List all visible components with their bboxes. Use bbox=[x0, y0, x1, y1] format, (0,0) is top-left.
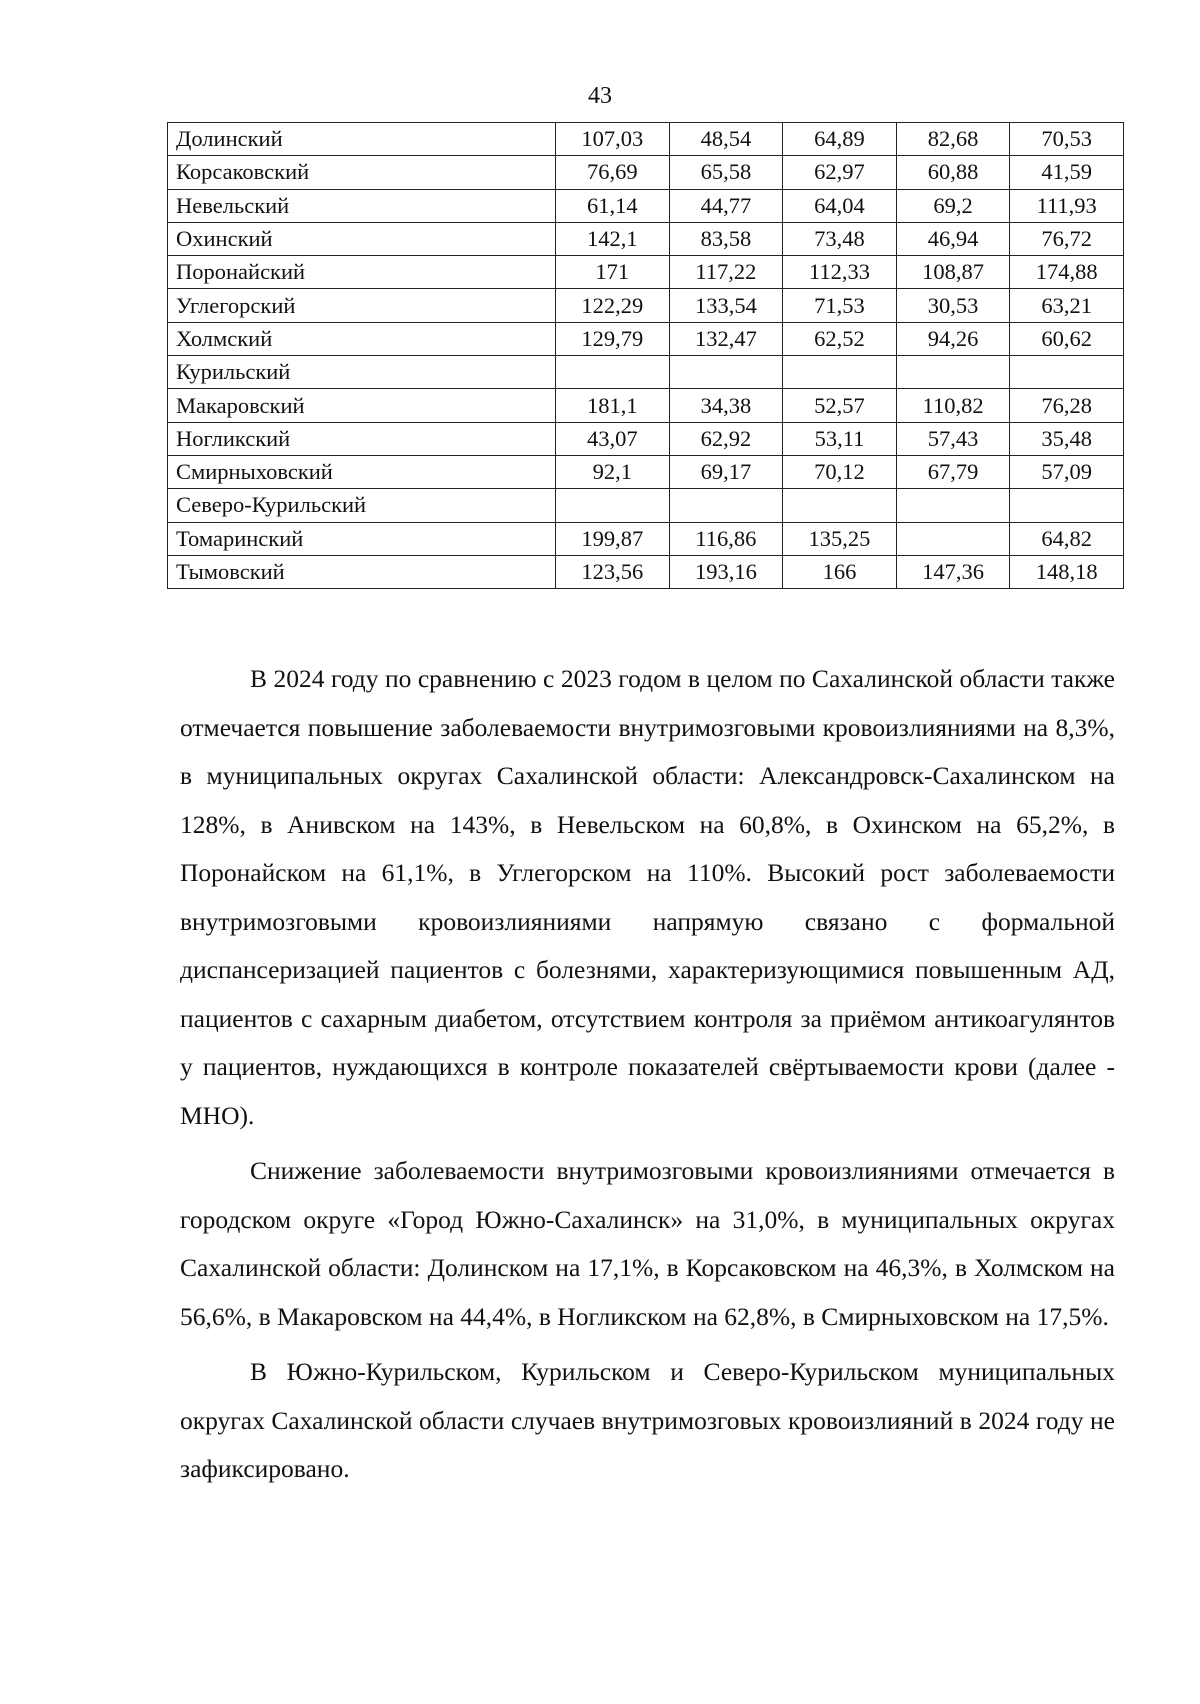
value-cell: 76,28 bbox=[1010, 389, 1124, 422]
value-cell: 62,52 bbox=[783, 322, 897, 355]
district-name-cell: Курильский bbox=[168, 356, 556, 389]
value-cell bbox=[669, 489, 783, 522]
value-cell: 30,53 bbox=[896, 289, 1010, 322]
table-row bbox=[168, 222, 1124, 255]
district-name-cell: Поронайский bbox=[168, 256, 556, 289]
district-name-cell: Макаровский bbox=[168, 389, 556, 422]
value-cell: 82,68 bbox=[896, 123, 1010, 156]
value-cell: 166 bbox=[783, 555, 897, 588]
value-cell: 63,21 bbox=[1010, 289, 1124, 322]
incidence-table bbox=[167, 122, 1124, 589]
district-name-cell: Долинский bbox=[168, 123, 556, 156]
value-cell: 174,88 bbox=[1010, 256, 1124, 289]
district-name-cell: Тымовский bbox=[168, 555, 556, 588]
value-cell bbox=[783, 356, 897, 389]
value-cell: 70,12 bbox=[783, 455, 897, 488]
value-cell: 64,04 bbox=[783, 189, 897, 222]
table-row bbox=[168, 356, 1124, 389]
value-cell bbox=[896, 522, 1010, 555]
table-row bbox=[168, 322, 1124, 355]
value-cell: 44,77 bbox=[669, 189, 783, 222]
value-cell: 142,1 bbox=[556, 222, 670, 255]
district-name-cell: Охинский bbox=[168, 222, 556, 255]
value-cell bbox=[896, 489, 1010, 522]
value-cell: 193,16 bbox=[669, 555, 783, 588]
table-row bbox=[168, 289, 1124, 322]
page-number: 43 bbox=[588, 83, 612, 109]
value-cell: 76,72 bbox=[1010, 222, 1124, 255]
value-cell: 107,03 bbox=[556, 123, 670, 156]
district-name-cell: Ногликский bbox=[168, 422, 556, 455]
value-cell: 147,36 bbox=[896, 555, 1010, 588]
table-row bbox=[168, 256, 1124, 289]
value-cell bbox=[783, 489, 897, 522]
value-cell bbox=[669, 356, 783, 389]
table-body bbox=[168, 123, 1124, 589]
district-name-cell: Углегорский bbox=[168, 289, 556, 322]
value-cell: 64,89 bbox=[783, 123, 897, 156]
value-cell bbox=[1010, 489, 1124, 522]
value-cell: 132,47 bbox=[669, 322, 783, 355]
value-cell: 64,82 bbox=[1010, 522, 1124, 555]
district-name-cell: Томаринский bbox=[168, 522, 556, 555]
value-cell: 76,69 bbox=[556, 156, 670, 189]
value-cell: 69,17 bbox=[669, 455, 783, 488]
value-cell: 65,58 bbox=[669, 156, 783, 189]
value-cell: 116,86 bbox=[669, 522, 783, 555]
value-cell: 148,18 bbox=[1010, 555, 1124, 588]
value-cell: 53,11 bbox=[783, 422, 897, 455]
table-row bbox=[168, 555, 1124, 588]
value-cell: 57,09 bbox=[1010, 455, 1124, 488]
value-cell: 108,87 bbox=[896, 256, 1010, 289]
table-row bbox=[168, 123, 1124, 156]
value-cell: 60,88 bbox=[896, 156, 1010, 189]
value-cell: 48,54 bbox=[669, 123, 783, 156]
value-cell bbox=[896, 356, 1010, 389]
value-cell bbox=[556, 489, 670, 522]
value-cell: 41,59 bbox=[1010, 156, 1124, 189]
value-cell: 70,53 bbox=[1010, 123, 1124, 156]
district-name-cell: Северо-Курильский bbox=[168, 489, 556, 522]
value-cell: 57,43 bbox=[896, 422, 1010, 455]
paragraph-decrease: Снижение заболеваемости внутримозговыми кровоизлияниями отмечается в городском округе «Город Южно-Сахалинск» на 31,0%, в муниципальных округах Сахалинской области: Долинском на 17,1%, в Корсаковском на 46,3%, в Холмском на 56,6%, в Макаровском на 44,4%, в Ногликском на 62,8%, в Смирныховском на 17,5%. bbox=[180, 1156, 1115, 1331]
value-cell: 135,25 bbox=[783, 522, 897, 555]
value-cell bbox=[556, 356, 670, 389]
value-cell: 60,62 bbox=[1010, 322, 1124, 355]
table-row bbox=[168, 422, 1124, 455]
value-cell: 111,93 bbox=[1010, 189, 1124, 222]
value-cell: 35,48 bbox=[1010, 422, 1124, 455]
value-cell: 71,53 bbox=[783, 289, 897, 322]
value-cell: 94,26 bbox=[896, 322, 1010, 355]
paragraph-no-cases: В Южно-Курильском, Курильском и Северо-Курильском муниципальных округах Сахалинской области случаев внутримозговых кровоизлияний в 2024 году не зафиксировано. bbox=[180, 1357, 1115, 1483]
value-cell: 110,82 bbox=[896, 389, 1010, 422]
value-cell: 62,92 bbox=[669, 422, 783, 455]
district-name-cell: Смирныховский bbox=[168, 455, 556, 488]
value-cell: 123,56 bbox=[556, 555, 670, 588]
value-cell: 52,57 bbox=[783, 389, 897, 422]
value-cell: 43,07 bbox=[556, 422, 670, 455]
table-row bbox=[168, 156, 1124, 189]
table-row bbox=[168, 455, 1124, 488]
value-cell bbox=[1010, 356, 1124, 389]
table-row bbox=[168, 522, 1124, 555]
value-cell: 117,22 bbox=[669, 256, 783, 289]
table-row bbox=[168, 489, 1124, 522]
value-cell: 83,58 bbox=[669, 222, 783, 255]
value-cell: 92,1 bbox=[556, 455, 670, 488]
district-name-cell: Корсаковский bbox=[168, 156, 556, 189]
table-row bbox=[168, 189, 1124, 222]
value-cell: 171 bbox=[556, 256, 670, 289]
value-cell: 62,97 bbox=[783, 156, 897, 189]
body-text bbox=[180, 655, 1115, 1501]
value-cell: 67,79 bbox=[896, 455, 1010, 488]
value-cell: 122,29 bbox=[556, 289, 670, 322]
district-name-cell: Холмский bbox=[168, 322, 556, 355]
value-cell: 181,1 bbox=[556, 389, 670, 422]
value-cell: 112,33 bbox=[783, 256, 897, 289]
table-row bbox=[168, 389, 1124, 422]
value-cell: 73,48 bbox=[783, 222, 897, 255]
value-cell: 199,87 bbox=[556, 522, 670, 555]
paragraph-increase: В 2024 году по сравнению с 2023 годом в целом по Сахалинской области также отмечается повышение заболеваемости внутримозговыми кровоизлияниями на 8,3%, в муниципальных округах Сахалинской области: Александровск-Сахалинском на 128%, в Анивском на 143%, в Невельском на 60,8%, в Охинском на 65,2%, в Поронайском на 61,1%, в Углегорском на 110%. Высокий рост заболеваемости внутримозговыми кровоизлияниями напрямую связано с формальной диспансеризацией пациентов с болезнями, характеризующимися повышенным АД, пациентов с сахарным диабетом, отсутствием контроля за приёмом антикоагулянтов у пациентов, нуждающихся в контроле показателей свёртываемости крови (далее - МНО). bbox=[180, 664, 1115, 1130]
value-cell: 46,94 bbox=[896, 222, 1010, 255]
value-cell: 34,38 bbox=[669, 389, 783, 422]
district-name-cell: Невельский bbox=[168, 189, 556, 222]
value-cell: 129,79 bbox=[556, 322, 670, 355]
value-cell: 61,14 bbox=[556, 189, 670, 222]
value-cell: 133,54 bbox=[669, 289, 783, 322]
value-cell: 69,2 bbox=[896, 189, 1010, 222]
